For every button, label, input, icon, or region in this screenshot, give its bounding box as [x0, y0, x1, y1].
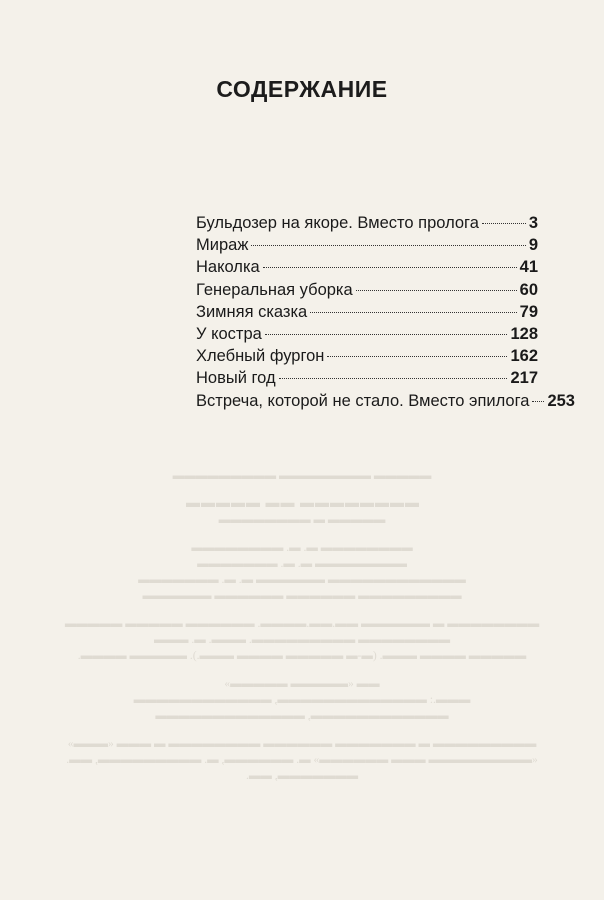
toc-entry	[196, 279, 538, 301]
toc-entry	[196, 301, 538, 323]
toc-leader-dots	[310, 312, 516, 313]
toc-entry-page: 162	[510, 347, 538, 366]
toc-entry	[196, 367, 538, 389]
toc-entry-label: Бульдозер на якоре. Вместо пролога	[196, 214, 479, 232]
toc-leader-dots	[263, 267, 517, 268]
toc-entry-label: У костра	[196, 324, 262, 343]
toc-entry-page: 253	[547, 391, 575, 410]
toc-entry-label: Генеральная уборка	[196, 280, 353, 299]
toc-leader-dots	[532, 401, 544, 402]
toc-entry-label: Зимняя сказка	[196, 302, 308, 321]
toc-entry-page: 128	[510, 324, 538, 343]
bleed-through-block: ▬▬▬▬▬▬▬▬ ▬▬ ▬▬▬▬▬ ▬▬▬▬▬ ▬ ▬▬▬▬▬▬▬▬	[185, 496, 419, 526]
toc-leader-dots	[251, 245, 525, 246]
toc-leader-dots	[265, 334, 508, 335]
toc-entry-page: 79	[519, 302, 538, 321]
toc-entry-page: 217	[510, 369, 538, 388]
toc-entry-label: Хлебный фургон	[196, 347, 325, 366]
toc-entry	[196, 345, 538, 367]
toc-entry-label: Наколка	[196, 258, 260, 277]
page-title: СОДЕРЖАНИЕ	[216, 76, 388, 102]
bleed-through-block: ▬▬▬▬▬ ▬▬▬▬▬▬▬▬ ▬▬▬▬▬▬▬▬▬	[172, 470, 432, 482]
bleed-through-block: ▬▬▬▬▬▬▬▬ ▬. ▬. ▬▬▬▬▬▬▬▬ ▬▬▬▬▬▬▬▬ ▬. ▬. ▬▬▬▬▬▬▬ ▬▬▬▬▬▬▬▬▬▬▬▬ ▬▬▬▬▬▬ ▬. ▬. ▬▬▬▬▬▬▬ ▬▬▬▬▬▬▬▬▬ ▬▬▬▬▬▬ ▬▬▬▬▬▬ ▬▬▬▬▬▬	[138, 542, 466, 602]
toc-entry	[196, 323, 538, 345]
bleed-through-block: ▬▬▬▬▬▬▬▬ ▬ ▬▬▬▬▬▬ ▬▬.▬▬.▬▬▬▬. ▬▬▬▬▬▬ ▬▬▬▬▬ ▬▬▬▬▬ ▬▬▬▬▬▬▬▬ ▬▬▬▬▬▬▬▬▬. ▬▬▬. ▬. ▬▬▬ ▬▬▬▬▬ ▬▬▬▬ ▬▬▬. (▬-▬ ▬▬▬▬▬ ▬▬▬▬ ▬▬▬.). ▬▬▬▬▬ ▬▬▬▬.	[64, 618, 540, 662]
toc-leader-dots	[327, 356, 507, 357]
toc-entry-page: 3	[528, 214, 538, 232]
toc-entry-page: 9	[528, 236, 538, 255]
toc-entry-page: 60	[519, 280, 538, 299]
toc-entry	[196, 212, 538, 234]
bleed-through-block: ▬▬ «▬▬▬▬▬ ▬▬▬▬▬» ▬▬▬.: ▬▬▬▬▬▬▬▬▬▬▬▬▬, ▬▬▬▬▬▬▬▬▬▬▬▬ ▬▬▬▬▬▬▬▬▬▬▬▬, ▬▬▬▬▬▬▬▬▬▬▬▬▬	[133, 678, 471, 722]
toc-entry-label: Мираж	[196, 236, 249, 255]
toc-leader-dots	[482, 223, 526, 224]
toc-entry	[196, 234, 538, 256]
toc-entry	[196, 256, 538, 278]
toc-entry-label: Встреча, которой не стало. Вместо эпилога	[196, 391, 530, 410]
table-of-contents	[196, 212, 575, 412]
toc-entry-label: Новый год	[196, 369, 276, 388]
toc-entry	[196, 390, 575, 412]
toc-leader-dots	[356, 290, 517, 291]
toc-leader-dots	[279, 378, 508, 379]
bleed-through-block: ▬▬▬▬▬▬▬▬▬ ▬ ▬▬▬▬▬▬▬ ▬▬▬▬▬▬ ▬▬▬▬▬▬▬▬ ▬ ▬▬▬ «▬▬▬» «▬▬▬▬▬▬▬▬▬ ▬▬▬ ▬▬▬▬▬▬» ▬. ▬▬▬▬▬▬, ▬. ▬▬▬▬▬▬▬▬▬, ▬▬. ▬▬▬▬▬▬▬, ▬▬.	[66, 738, 538, 782]
bleed-through-imprint	[40, 468, 564, 796]
toc-entry-page: 41	[519, 258, 538, 277]
